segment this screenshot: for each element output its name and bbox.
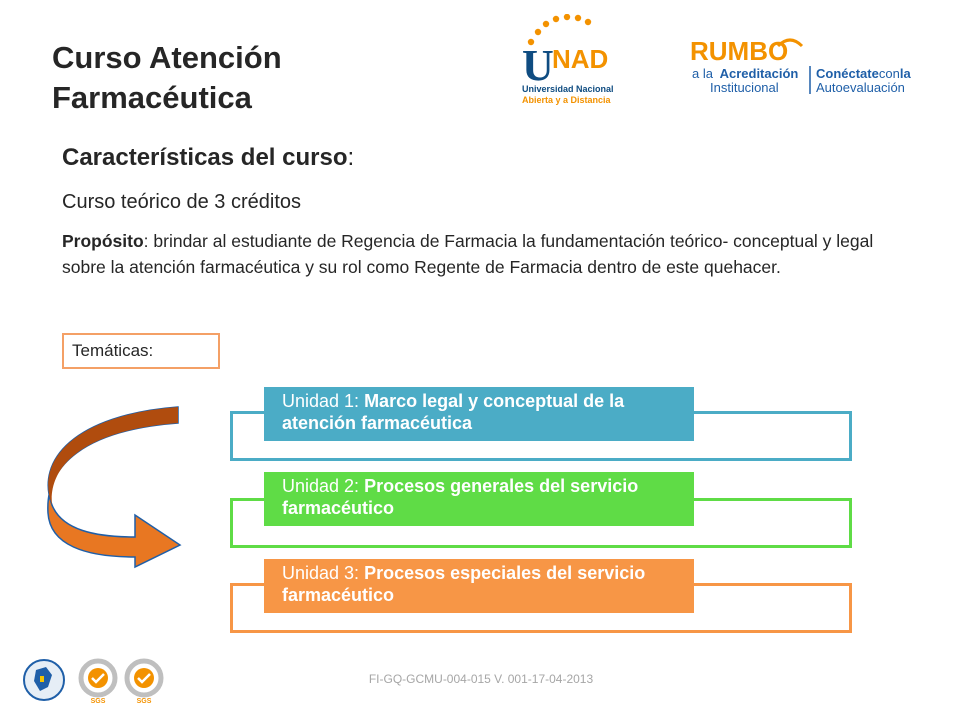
rumbo-wordmark: RUMBO <box>690 36 789 66</box>
svg-text:a la Acreditación <box>692 66 798 81</box>
unad-line-2: Abierta y a Distancia <box>522 95 611 105</box>
rumbo-acreditacion: Acreditación <box>719 66 799 81</box>
sgs-label-2: SGS <box>136 698 152 705</box>
rumbo-acreditacion-logo <box>688 32 924 102</box>
section-heading-bold: Características del curso <box>62 144 348 171</box>
sgs-label-1: SGS <box>90 698 106 705</box>
purpose-label: Propósito <box>62 231 144 251</box>
rumbo-la: la <box>899 66 911 81</box>
rumbo-autoevaluacion: Autoevaluación <box>816 80 905 95</box>
title-line-1: Curso Atención <box>52 40 282 75</box>
unit-3-prefix: Unidad 3: <box>282 563 365 583</box>
unit-1-title: Marco legal y conceptual de la atención farmacéutica <box>282 391 625 433</box>
unit-1-prefix: Unidad 1: <box>282 391 365 411</box>
curved-arrow-icon <box>40 405 190 575</box>
section-heading <box>62 142 354 174</box>
section-heading-colon: : <box>347 144 355 171</box>
certification-logos <box>18 656 168 706</box>
svg-text:NAD: NAD <box>552 44 609 74</box>
svg-text:Conéctateconla <box>816 66 911 81</box>
rumbo-institucional: Institucional <box>710 80 779 95</box>
tematicas-box: Temáticas: <box>62 333 220 369</box>
colombia-seal-icon <box>24 660 64 700</box>
rumbo-con: con <box>878 66 900 81</box>
unit-2-label <box>264 472 694 526</box>
purpose-paragraph <box>62 228 902 280</box>
purpose-text: : brindar al estudiante de Regencia de Farmacia la fundamentación teórico- conceptual y legal sobre la atención farmacéutica y su rol como Regente de Farmacia dentro de este quehacer. <box>62 231 874 277</box>
unit-2-title: Procesos generales del servicio farmacéutico <box>282 476 639 518</box>
unit-1-label <box>264 387 694 441</box>
footer-code: FI-GQ-GCMU-004-015 V. 001-17-04-2013 <box>368 672 594 686</box>
svg-text:U: U <box>522 41 554 90</box>
sgs-certification-icon-2 <box>127 661 161 705</box>
page-title <box>52 38 282 118</box>
unit-3-label <box>264 559 694 613</box>
unit-3-title: Procesos especiales del servicio farmacéutico <box>282 563 646 605</box>
rumbo-prefix: a la <box>692 66 713 81</box>
unad-line-1: Universidad Nacional <box>522 84 614 94</box>
unad-logo <box>518 14 638 110</box>
unit-2-prefix: Unidad 2: <box>282 476 365 496</box>
sgs-certification-icon <box>81 661 115 705</box>
title-line-2: Farmacéutica <box>52 80 252 115</box>
credits-text: Curso teórico de 3 créditos <box>62 191 302 213</box>
rumbo-conectate: Conéctate <box>816 66 879 81</box>
